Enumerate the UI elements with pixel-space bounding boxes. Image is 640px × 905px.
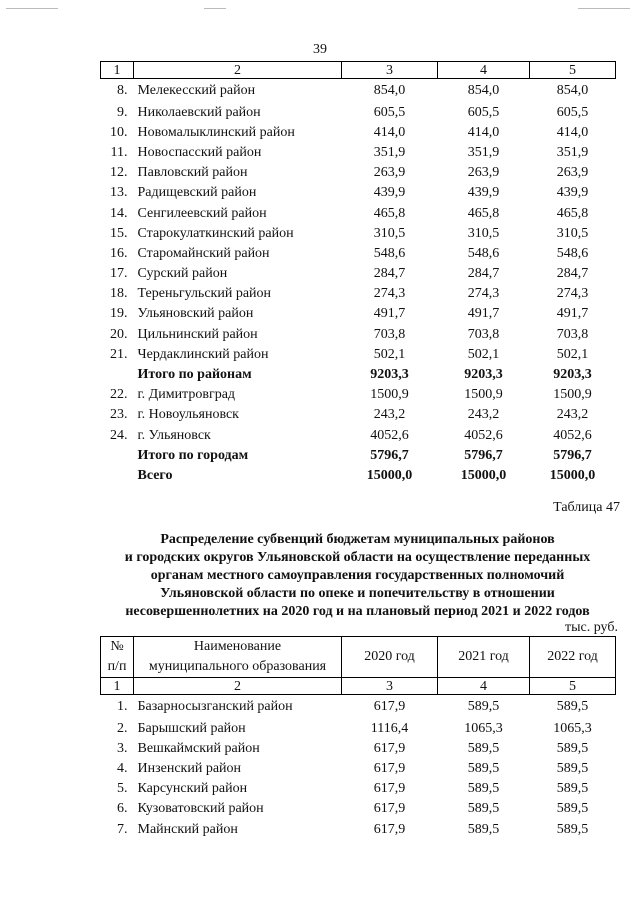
row-number: 13. [110, 185, 128, 201]
row-value: 1500,9 [464, 387, 503, 403]
table-row [101, 345, 616, 365]
row-name: Николаевский район [137, 104, 261, 120]
row-value: 310,5 [373, 225, 406, 241]
column-number: 5 [530, 62, 616, 79]
table-row [101, 385, 616, 405]
row-number: 2. [117, 720, 128, 736]
header-num-line: № [110, 639, 124, 654]
row-number: 7. [117, 821, 128, 837]
row-value: 703,8 [373, 326, 406, 342]
row-name: Чердаклинский район [137, 346, 269, 362]
row-value: 263,9 [556, 165, 589, 181]
table-row [101, 264, 616, 284]
row-value: 284,7 [556, 266, 589, 282]
row-value: 465,8 [556, 205, 589, 221]
row-value: 414,0 [467, 124, 500, 140]
scan-mark-left [6, 8, 58, 9]
table-row [101, 183, 616, 203]
row-number: 6. [117, 801, 128, 817]
row-value: 414,0 [556, 124, 589, 140]
column-number: 4 [438, 62, 530, 79]
row-number: 4. [117, 760, 128, 776]
row-number: 24. [110, 427, 128, 443]
column-number: 1 [101, 678, 134, 695]
row-value: 243,2 [556, 407, 589, 423]
row-value: 1500,9 [370, 387, 409, 403]
row-value: 243,2 [373, 407, 406, 423]
row-value: 5796,7 [370, 447, 409, 463]
table-row [101, 405, 616, 425]
row-value: 589,5 [556, 740, 589, 756]
table-row [101, 325, 616, 345]
row-value: 284,7 [373, 266, 406, 282]
table-row [101, 466, 616, 486]
table-label: Таблица 47 [553, 500, 620, 515]
column-number: 5 [530, 678, 616, 695]
heading-line: Распределение субвенций бюджетам муниципальных районов [160, 532, 555, 547]
row-number: 9. [117, 104, 128, 120]
row-value: 589,5 [467, 781, 500, 797]
row-name: Сенгилеевский район [137, 205, 267, 221]
row-value: 617,9 [373, 821, 406, 837]
row-number: 22. [110, 387, 128, 403]
row-value: 548,6 [556, 245, 589, 261]
table-row [101, 695, 616, 719]
row-value: 4052,6 [464, 427, 503, 443]
row-value: 589,5 [556, 760, 589, 776]
header-num [101, 637, 134, 678]
row-value: 263,9 [373, 165, 406, 181]
row-value: 351,9 [467, 144, 500, 160]
table-row [101, 163, 616, 183]
unit-label: тыс. руб. [565, 620, 618, 635]
allocation-table-continued [100, 61, 616, 486]
page-number: 39 [313, 42, 327, 57]
row-value: 263,9 [467, 165, 500, 181]
row-number [101, 446, 134, 466]
column-number: 3 [342, 678, 438, 695]
header-2021: 2021 год [438, 637, 530, 678]
header-num-line: п/п [107, 659, 127, 674]
row-name: Вешкаймский район [137, 740, 260, 756]
row-value: 1065,3 [553, 720, 592, 736]
table-row [101, 284, 616, 304]
row-name: Всего [137, 467, 173, 483]
row-value: 589,5 [467, 801, 500, 817]
column-number: 2 [134, 678, 342, 695]
row-value: 502,1 [467, 346, 500, 362]
row-value: 548,6 [467, 245, 500, 261]
table-row [101, 224, 616, 244]
row-name: Старомайнский район [137, 245, 270, 261]
row-number: 14. [110, 205, 128, 221]
heading-line: органам местного самоуправления государственных полномочий [150, 568, 565, 583]
header-2020: 2020 год [342, 637, 438, 678]
row-value: 274,3 [373, 286, 406, 302]
row-value: 15000,0 [460, 467, 507, 483]
row-value: 1065,3 [464, 720, 503, 736]
row-number: 17. [110, 266, 128, 282]
row-value: 589,5 [556, 801, 589, 817]
row-name: г. Новоульяновск [137, 407, 239, 423]
table-row [101, 143, 616, 163]
table-row [101, 426, 616, 446]
row-value: 854,0 [556, 82, 589, 98]
table-47-header-row [101, 637, 616, 678]
scan-mark-right [578, 8, 630, 9]
row-value: 589,5 [467, 698, 500, 714]
row-name: Итого по городам [137, 447, 249, 463]
row-number: 11. [110, 144, 128, 160]
row-value: 5796,7 [553, 447, 592, 463]
row-value: 703,8 [467, 326, 500, 342]
row-value: 589,5 [556, 781, 589, 797]
row-value: 589,5 [556, 698, 589, 714]
table-row [101, 739, 616, 759]
row-value: 243,2 [467, 407, 500, 423]
row-value: 605,5 [467, 104, 500, 120]
row-value: 9203,3 [553, 367, 592, 383]
row-number: 1. [117, 698, 128, 714]
row-value: 465,8 [467, 205, 500, 221]
row-value: 589,5 [467, 821, 500, 837]
header-2022: 2022 год [530, 637, 616, 678]
row-value: 439,9 [373, 185, 406, 201]
row-number: 12. [110, 165, 128, 181]
column-number-row [101, 678, 616, 695]
header-name-line: муниципального образования [148, 659, 327, 674]
row-name: Новомалыклинский район [137, 124, 295, 140]
row-value: 439,9 [467, 185, 500, 201]
row-number: 19. [110, 306, 128, 322]
row-value: 589,5 [556, 821, 589, 837]
row-number [101, 365, 134, 385]
row-value: 605,5 [373, 104, 406, 120]
row-value: 703,8 [556, 326, 589, 342]
column-number-row [101, 62, 616, 79]
table-47-heading [100, 531, 615, 621]
row-value: 491,7 [467, 306, 500, 322]
column-number: 1 [101, 62, 134, 79]
row-value: 465,8 [373, 205, 406, 221]
row-value: 4052,6 [553, 427, 592, 443]
row-value: 1500,9 [553, 387, 592, 403]
row-value: 15000,0 [549, 467, 596, 483]
row-name: Инзенский район [137, 760, 242, 776]
row-value: 589,5 [467, 760, 500, 776]
table-row [101, 244, 616, 264]
row-number: 3. [117, 740, 128, 756]
row-value: 9203,3 [370, 367, 409, 383]
row-value: 491,7 [556, 306, 589, 322]
row-name: Радищевский район [137, 185, 257, 201]
table-47 [100, 636, 616, 840]
row-value: 5796,7 [464, 447, 503, 463]
row-value: 854,0 [467, 82, 500, 98]
row-name: Майнский район [137, 821, 238, 837]
row-value: 414,0 [373, 124, 406, 140]
row-value: 274,3 [556, 286, 589, 302]
row-number: 5. [117, 781, 128, 797]
table-row [101, 304, 616, 324]
row-value: 491,7 [373, 306, 406, 322]
row-number: 8. [117, 82, 128, 98]
row-name: Сурский район [137, 266, 228, 282]
row-number [101, 466, 134, 486]
row-value: 351,9 [373, 144, 406, 160]
row-value: 617,9 [373, 801, 406, 817]
row-number: 23. [110, 407, 128, 423]
row-value: 9203,3 [464, 367, 503, 383]
row-value: 617,9 [373, 740, 406, 756]
row-value: 310,5 [556, 225, 589, 241]
row-name: Ульяновский район [137, 306, 254, 322]
row-name: Старокулаткинский район [137, 225, 294, 241]
row-number: 15. [110, 225, 128, 241]
row-value: 617,9 [373, 781, 406, 797]
row-value: 854,0 [373, 82, 406, 98]
heading-line: и городских округов Ульяновской области на осуществление переданных [124, 550, 591, 565]
table-row [101, 123, 616, 143]
row-name: Новоспасский район [137, 144, 262, 160]
row-value: 589,5 [467, 740, 500, 756]
row-value: 274,3 [467, 286, 500, 302]
row-name: Мелекесский район [137, 82, 256, 98]
row-value: 4052,6 [370, 427, 409, 443]
row-number: 16. [110, 245, 128, 261]
row-value: 617,9 [373, 698, 406, 714]
row-number: 20. [110, 326, 128, 342]
allocation-table-body [101, 62, 616, 487]
row-name: Тереньгульский район [137, 286, 272, 302]
table-row [101, 446, 616, 466]
row-value: 548,6 [373, 245, 406, 261]
table-row [101, 719, 616, 739]
column-number: 3 [342, 62, 438, 79]
row-number: 10. [110, 124, 128, 140]
row-number: 18. [110, 286, 128, 302]
table-row [101, 759, 616, 779]
row-value: 439,9 [556, 185, 589, 201]
row-value: 502,1 [556, 346, 589, 362]
header-name [134, 637, 342, 678]
row-name: г. Димитровград [137, 387, 236, 403]
row-value: 351,9 [556, 144, 589, 160]
row-name: Барышский район [137, 720, 246, 736]
column-number: 4 [438, 678, 530, 695]
scan-mark-center [204, 8, 226, 9]
table-47-body [101, 637, 616, 840]
row-value: 15000,0 [366, 467, 413, 483]
heading-line: несовершеннолетних на 2020 год и на плановый период 2021 и 2022 годов [125, 604, 590, 619]
row-name: г. Ульяновск [137, 427, 211, 443]
row-name: Цильнинский район [137, 326, 258, 342]
row-name: Павловский район [137, 165, 248, 181]
table-row [101, 203, 616, 223]
header-name-line: Наименование [193, 639, 282, 654]
table-row [101, 819, 616, 839]
row-value: 284,7 [467, 266, 500, 282]
row-name: Кузоватовский район [137, 801, 264, 817]
row-number: 21. [110, 346, 128, 362]
table-row [101, 103, 616, 123]
row-value: 605,5 [556, 104, 589, 120]
table-row [101, 799, 616, 819]
table-row [101, 365, 616, 385]
row-name: Базарносызганский район [137, 698, 293, 714]
row-name: Итого по районам [137, 367, 252, 383]
row-value: 502,1 [373, 346, 406, 362]
table-row [101, 779, 616, 799]
table-row [101, 79, 616, 103]
row-name: Карсунский район [137, 781, 248, 797]
row-value: 1116,4 [370, 720, 409, 736]
heading-line: Ульяновской области по опеке и попечительству в отношении [160, 586, 555, 601]
row-value: 617,9 [373, 760, 406, 776]
column-number: 2 [134, 62, 342, 79]
row-value: 310,5 [467, 225, 500, 241]
